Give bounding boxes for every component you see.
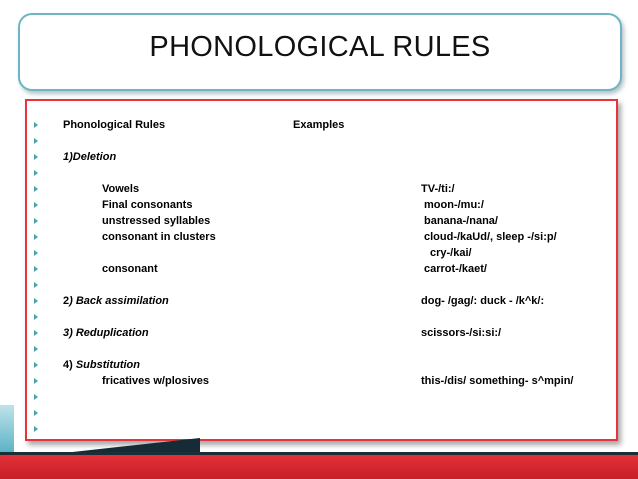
row-back-assimilation bbox=[27, 295, 616, 311]
row-empty bbox=[27, 135, 616, 151]
bullet-icon bbox=[34, 234, 38, 240]
row-cry bbox=[27, 247, 616, 263]
reduplication-example: scissors-/si:si:/ bbox=[421, 327, 502, 339]
row-empty bbox=[27, 391, 616, 407]
row-final bbox=[27, 199, 616, 215]
row-empty bbox=[27, 167, 616, 183]
vowels-example: TV-/ti:/ bbox=[421, 183, 455, 195]
row-deletion bbox=[27, 151, 616, 167]
back-assimilation-label bbox=[63, 295, 169, 307]
slide-title: PHONOLOGICAL RULES bbox=[149, 31, 491, 63]
substitution-label bbox=[63, 359, 140, 371]
footer-red-bar bbox=[0, 455, 638, 479]
bullet-icon bbox=[34, 202, 38, 208]
clusters-label: consonant in clusters bbox=[102, 231, 216, 243]
header-examples: Examples bbox=[293, 119, 345, 131]
unstressed-label: unstressed syllables bbox=[102, 215, 211, 227]
unstressed-example: banana-/nana/ bbox=[424, 215, 498, 227]
row-substitution bbox=[27, 359, 616, 375]
bullet-icon bbox=[34, 298, 38, 304]
row-fricatives bbox=[27, 375, 616, 391]
bullet-icon bbox=[34, 266, 38, 272]
vowels-label: Vowels bbox=[102, 183, 140, 195]
row-vowels bbox=[27, 183, 616, 199]
consonant-label: consonant bbox=[102, 263, 158, 275]
subst-text: Substitution bbox=[75, 359, 140, 371]
row-consonant bbox=[27, 263, 616, 279]
header-rules: Phonological Rules bbox=[63, 119, 166, 131]
bullet-icon bbox=[34, 394, 38, 400]
row-empty bbox=[27, 423, 616, 439]
bullet-icon bbox=[34, 186, 38, 192]
row-clusters bbox=[27, 231, 616, 247]
final-label: Final consonants bbox=[102, 199, 193, 211]
row-empty bbox=[27, 343, 616, 359]
row-empty bbox=[27, 407, 616, 423]
bullet-icon bbox=[34, 138, 38, 144]
deletion-label: 1)Deletion bbox=[63, 151, 117, 163]
fricatives-example: this-/dis/ something- s^mpin/ bbox=[421, 375, 574, 387]
bullet-icon bbox=[34, 362, 38, 368]
clusters-example: cloud-/kaUd/, sleep -/si:p/ bbox=[424, 231, 557, 243]
cry-example: cry-/kai/ bbox=[430, 247, 472, 259]
bullet-icon bbox=[34, 218, 38, 224]
bullet-icon bbox=[34, 410, 38, 416]
bullet-icon bbox=[34, 122, 38, 128]
bullet-icon bbox=[34, 330, 38, 336]
row-reduplication bbox=[27, 327, 616, 343]
bullet-icon bbox=[34, 378, 38, 384]
row-unstressed bbox=[27, 215, 616, 231]
bullet-icon bbox=[34, 154, 38, 160]
content-box bbox=[25, 99, 618, 441]
final-example: moon-/mu:/ bbox=[424, 199, 484, 211]
back-text: ) Back assimilation bbox=[69, 295, 169, 307]
subst-number: 4) bbox=[63, 359, 76, 371]
row-empty bbox=[27, 311, 616, 327]
reduplication-label: 3) Reduplication bbox=[63, 327, 149, 339]
consonant-example: carrot-/kaet/ bbox=[424, 263, 487, 275]
bullet-icon bbox=[34, 250, 38, 256]
bullet-icon bbox=[34, 426, 38, 432]
bullet-icon bbox=[34, 170, 38, 176]
row-empty bbox=[27, 279, 616, 295]
back-example: dog- /gag/: duck - /k^k/: bbox=[421, 295, 545, 307]
row-header bbox=[27, 119, 616, 135]
fricatives-label: fricatives w/plosives bbox=[102, 375, 209, 387]
bullet-icon bbox=[34, 346, 38, 352]
back-number: 2 bbox=[63, 295, 70, 307]
bullet-icon bbox=[34, 282, 38, 288]
title-box bbox=[18, 13, 622, 91]
bullet-icon bbox=[34, 314, 38, 320]
